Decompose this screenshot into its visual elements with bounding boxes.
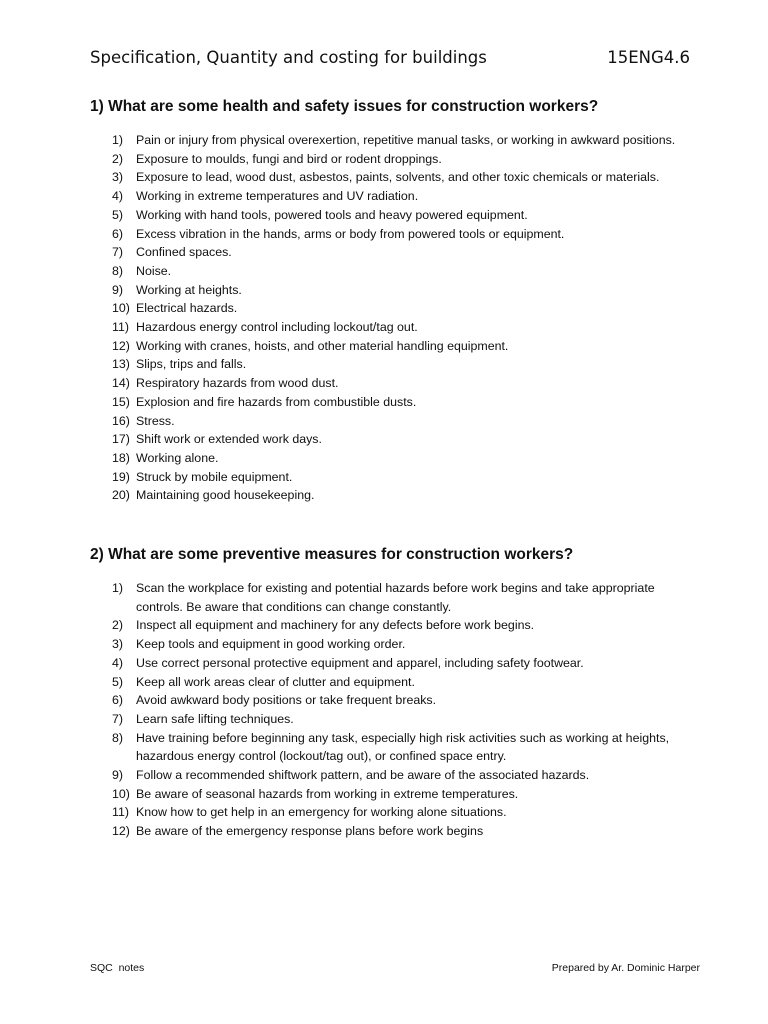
list-item-number: 17) — [112, 432, 130, 447]
list-item-number: 3) — [112, 637, 124, 652]
page-footer — [90, 962, 700, 978]
list-item-number: 12) — [112, 824, 130, 839]
list-item — [112, 803, 712, 822]
list-item-text: Be aware of the emergency response plans before work begins — [136, 824, 484, 839]
list-item — [112, 579, 712, 616]
list-item — [112, 187, 712, 206]
list-item-text: Stress. — [136, 413, 175, 428]
list-item-number: 2) — [112, 151, 124, 166]
course-code: 15ENG4.6 — [607, 48, 690, 67]
list-item-number: 2) — [112, 618, 124, 633]
list-item — [112, 766, 712, 785]
footer-notes-label: SQC notes — [90, 962, 145, 974]
list-item — [112, 150, 712, 169]
list-item-text: Avoid awkward body positions or take frequent breaks. — [136, 693, 437, 708]
list-item — [112, 299, 712, 318]
list-item-number: 6) — [112, 226, 124, 241]
list-item — [112, 486, 712, 505]
page-header — [90, 48, 690, 72]
list-item — [112, 225, 712, 244]
list-item-text: Working in extreme temperatures and UV radiation. — [136, 189, 419, 204]
list-item-number: 12) — [112, 338, 130, 353]
list-item-text: Inspect all equipment and machinery for any defects before work begins. — [136, 618, 535, 633]
footer-author: Prepared by Ar. Dominic Harper — [551, 962, 700, 974]
list-item-number: 18) — [112, 450, 130, 465]
list-item-text: Hazardous energy control including lockout/tag out. — [136, 320, 418, 335]
list-item — [112, 131, 712, 150]
list-item-text: Noise. — [136, 263, 172, 278]
list-item-number: 8) — [112, 730, 124, 745]
list-item — [112, 822, 712, 841]
list-item-text: Be aware of seasonal hazards from working in extreme temperatures. — [136, 786, 519, 801]
list-item — [112, 430, 712, 449]
list-item-text: Use correct personal protective equipment and apparel, including safety footwear. — [136, 655, 584, 670]
list-item-text: Electrical hazards. — [136, 301, 238, 316]
list-item-number: 20) — [112, 488, 130, 503]
list-item-text: Working at heights. — [136, 282, 242, 297]
list-item — [112, 318, 712, 337]
list-item-number: 8) — [112, 263, 124, 278]
list-item — [112, 691, 712, 710]
list-item — [112, 785, 712, 804]
list-item-text: Confined spaces. — [136, 245, 232, 260]
list-item-text: Struck by mobile equipment. — [136, 469, 293, 484]
list-item-number: 11) — [112, 320, 129, 335]
list-item-text: Exposure to lead, wood dust, asbestos, paints, solvents, and other toxic chemicals or materials. — [136, 170, 660, 185]
list-item — [112, 616, 712, 635]
list-item-text: Have training before beginning any task, especially high risk activities such as working at heights, hazardous energy control (lockout/tag out), or confined space entry. — [136, 730, 670, 764]
list-item-text: Working with hand tools, powered tools and heavy powered equipment. — [136, 207, 528, 222]
list-item-number: 1) — [112, 133, 124, 147]
list-item-number: 10) — [112, 786, 130, 801]
list-item-number: 4) — [112, 189, 124, 204]
list-item — [112, 412, 712, 431]
list-item-number: 5) — [112, 674, 124, 689]
list-item — [112, 243, 712, 262]
list-item-number: 10) — [112, 301, 130, 316]
list-item-text: Exposure to moulds, fungi and bird or rodent droppings. — [136, 151, 442, 166]
list-item-text: Pain or injury from physical overexertion, repetitive manual tasks, or working in awkward positions. — [136, 133, 676, 147]
list-item-number: 19) — [112, 469, 130, 484]
list-item — [112, 710, 712, 729]
list-item-text: Working with cranes, hoists, and other material handling equipment. — [136, 338, 509, 353]
list-item-number: 9) — [112, 282, 124, 297]
list-item-number: 7) — [112, 245, 124, 260]
list-item-number: 13) — [112, 357, 130, 372]
section-heading-preventive-measures: 2) What are some preventive measures for construction workers? — [90, 546, 574, 563]
list-item — [112, 654, 712, 673]
list-item-number: 4) — [112, 655, 124, 670]
list-item-number: 15) — [112, 394, 130, 409]
list-item-text: Respiratory hazards from wood dust. — [136, 376, 339, 391]
list-item — [112, 337, 712, 356]
list-item-number: 3) — [112, 170, 124, 185]
list-item — [112, 635, 712, 654]
list-item-text: Know how to get help in an emergency for working alone situations. — [136, 805, 507, 820]
list-item-number: 7) — [112, 711, 124, 726]
list-item-text: Shift work or extended work days. — [136, 432, 322, 447]
list-item-text: Keep tools and equipment in good working order. — [136, 637, 406, 652]
list-item-text: Working alone. — [136, 450, 219, 465]
list-item-text: Explosion and fire hazards from combustible dusts. — [136, 394, 417, 409]
list-item-number: 11) — [112, 805, 129, 820]
list-item — [112, 449, 712, 468]
list-item-text: Scan the workplace for existing and potential hazards before work begins and take appropriate controls. Be aware that conditions can change constantly. — [136, 581, 655, 614]
list-item — [112, 355, 712, 374]
list-item-number: 16) — [112, 413, 130, 428]
list-item-text: Slips, trips and falls. — [136, 357, 247, 372]
list-item — [112, 374, 712, 393]
list-item — [112, 673, 712, 692]
list-item-text: Follow a recommended shiftwork pattern, and be aware of the associated hazards. — [136, 768, 590, 783]
list-item — [112, 393, 712, 412]
document-title: Specification, Quantity and costing for buildings — [90, 48, 487, 67]
list-item-number: 9) — [112, 768, 124, 783]
section-heading-health-safety-issues: 1) What are some health and safety issues for construction workers? — [90, 98, 599, 115]
list-item — [112, 729, 712, 766]
list-item-text: Learn safe lifting techniques. — [136, 711, 294, 726]
list-item-text: Excess vibration in the hands, arms or body from powered tools or equipment. — [136, 226, 565, 241]
preventive-measures-list — [112, 579, 712, 841]
list-item — [112, 281, 712, 300]
list-item-text: Keep all work areas clear of clutter and equipment. — [136, 674, 415, 689]
list-item-number: 14) — [112, 376, 130, 391]
list-item — [112, 262, 712, 281]
list-item-number: 6) — [112, 693, 124, 708]
list-item — [112, 206, 712, 225]
list-item-number: 1) — [112, 581, 124, 595]
list-item — [112, 168, 712, 187]
list-item-number: 5) — [112, 207, 124, 222]
health-safety-issues-list — [112, 131, 712, 505]
list-item-text: Maintaining good housekeeping. — [136, 488, 315, 503]
list-item — [112, 468, 712, 487]
